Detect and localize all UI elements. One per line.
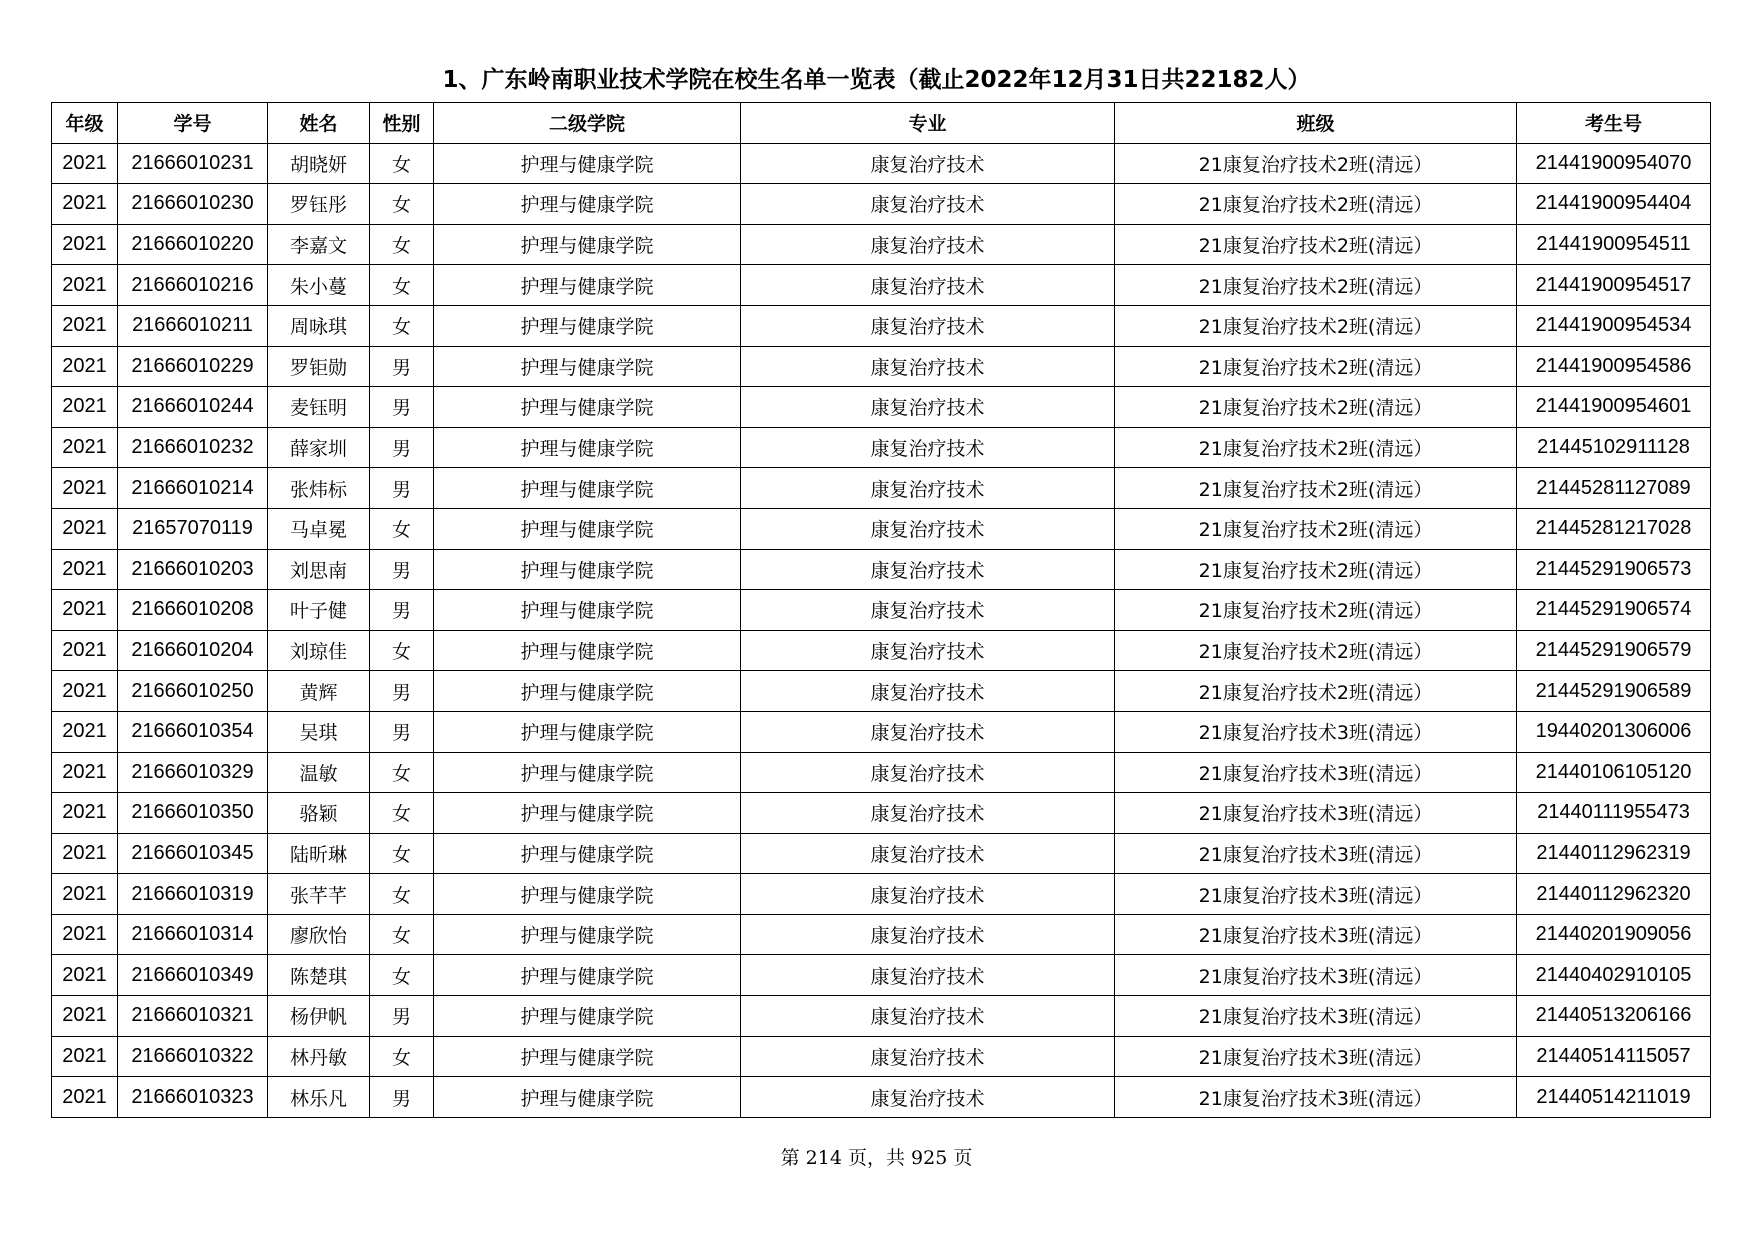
table-row [52, 549, 1711, 590]
cell-exam-number: 21441900954586 [1517, 346, 1711, 387]
cell-student-id: 21666010231 [118, 143, 268, 184]
cell-major: 康复治疗技术 [741, 427, 1115, 468]
cell-class: 21康复治疗技术2班(清远） [1115, 630, 1517, 671]
cell-name: 林丹敏 [268, 1036, 370, 1077]
cell-major: 康复治疗技术 [741, 549, 1115, 590]
cell-exam-number: 21440111955473 [1517, 793, 1711, 834]
cell-name: 林乐凡 [268, 1077, 370, 1118]
table-row [52, 955, 1711, 996]
cell-gender: 女 [370, 955, 434, 996]
cell-gender: 女 [370, 508, 434, 549]
cell-major: 康复治疗技术 [741, 1036, 1115, 1077]
cell-college: 护理与健康学院 [434, 1077, 741, 1118]
cell-class: 21康复治疗技术2班(清远） [1115, 549, 1517, 590]
cell-grade: 2021 [52, 427, 118, 468]
cell-grade: 2021 [52, 387, 118, 428]
cell-exam-number: 21441900954404 [1517, 184, 1711, 225]
cell-gender: 男 [370, 468, 434, 509]
cell-student-id: 21666010322 [118, 1036, 268, 1077]
cell-major: 康复治疗技术 [741, 184, 1115, 225]
cell-gender: 男 [370, 590, 434, 631]
table-row [52, 630, 1711, 671]
column-header-college: 二级学院 [434, 103, 741, 144]
column-header-class: 班级 [1115, 103, 1517, 144]
cell-major: 康复治疗技术 [741, 1077, 1115, 1118]
cell-grade: 2021 [52, 590, 118, 631]
cell-class: 21康复治疗技术3班(清远） [1115, 793, 1517, 834]
cell-major: 康复治疗技术 [741, 143, 1115, 184]
cell-major: 康复治疗技术 [741, 671, 1115, 712]
cell-gender: 女 [370, 184, 434, 225]
cell-college: 护理与健康学院 [434, 508, 741, 549]
cell-name: 叶子健 [268, 590, 370, 631]
cell-name: 马卓冕 [268, 508, 370, 549]
cell-major: 康复治疗技术 [741, 996, 1115, 1037]
cell-student-id: 21666010349 [118, 955, 268, 996]
cell-student-id: 21666010244 [118, 387, 268, 428]
cell-student-id: 21666010232 [118, 427, 268, 468]
cell-grade: 2021 [52, 996, 118, 1037]
cell-class: 21康复治疗技术2班(清远） [1115, 671, 1517, 712]
page-number: 第 214 页，共 925 页 [780, 1147, 973, 1169]
cell-gender: 女 [370, 143, 434, 184]
cell-name: 骆颖 [268, 793, 370, 834]
cell-exam-number: 21445102911128 [1517, 427, 1711, 468]
cell-name: 温敏 [268, 752, 370, 793]
cell-exam-number: 21441900954601 [1517, 387, 1711, 428]
cell-student-id: 21666010250 [118, 671, 268, 712]
cell-college: 护理与健康学院 [434, 752, 741, 793]
cell-gender: 女 [370, 874, 434, 915]
student-roster-table [51, 102, 1711, 1118]
cell-grade: 2021 [52, 671, 118, 712]
cell-gender: 男 [370, 549, 434, 590]
cell-exam-number: 21445291906589 [1517, 671, 1711, 712]
column-header-grade: 年级 [52, 103, 118, 144]
cell-student-id: 21666010220 [118, 224, 268, 265]
cell-class: 21康复治疗技术2班(清远） [1115, 387, 1517, 428]
cell-class: 21康复治疗技术3班(清远） [1115, 833, 1517, 874]
cell-college: 护理与健康学院 [434, 387, 741, 428]
table-row [52, 874, 1711, 915]
cell-class: 21康复治疗技术3班(清远） [1115, 711, 1517, 752]
cell-exam-number: 19440201306006 [1517, 711, 1711, 752]
cell-grade: 2021 [52, 265, 118, 306]
table-body [52, 143, 1711, 1117]
cell-gender: 女 [370, 630, 434, 671]
cell-gender: 男 [370, 387, 434, 428]
cell-exam-number: 21440112962319 [1517, 833, 1711, 874]
cell-student-id: 21666010203 [118, 549, 268, 590]
cell-college: 护理与健康学院 [434, 184, 741, 225]
cell-grade: 2021 [52, 1077, 118, 1118]
cell-name: 胡晓妍 [268, 143, 370, 184]
cell-class: 21康复治疗技术3班(清远） [1115, 996, 1517, 1037]
cell-student-id: 21666010314 [118, 914, 268, 955]
cell-name: 朱小蔓 [268, 265, 370, 306]
cell-gender: 女 [370, 265, 434, 306]
cell-major: 康复治疗技术 [741, 508, 1115, 549]
cell-college: 护理与健康学院 [434, 590, 741, 631]
table-row [52, 1036, 1711, 1077]
cell-college: 护理与健康学院 [434, 874, 741, 915]
cell-exam-number: 21440106105120 [1517, 752, 1711, 793]
cell-grade: 2021 [52, 793, 118, 834]
cell-student-id: 21666010211 [118, 305, 268, 346]
cell-class: 21康复治疗技术2班(清远） [1115, 346, 1517, 387]
cell-grade: 2021 [52, 752, 118, 793]
cell-class: 21康复治疗技术3班(清远） [1115, 752, 1517, 793]
cell-gender: 女 [370, 914, 434, 955]
cell-name: 李嘉文 [268, 224, 370, 265]
cell-grade: 2021 [52, 1036, 118, 1077]
table-row [52, 793, 1711, 834]
cell-college: 护理与健康学院 [434, 833, 741, 874]
cell-name: 刘思南 [268, 549, 370, 590]
column-header-student-id: 学号 [118, 103, 268, 144]
cell-major: 康复治疗技术 [741, 224, 1115, 265]
cell-exam-number: 21441900954070 [1517, 143, 1711, 184]
cell-student-id: 21666010229 [118, 346, 268, 387]
table-row [52, 468, 1711, 509]
cell-grade: 2021 [52, 346, 118, 387]
cell-grade: 2021 [52, 508, 118, 549]
cell-exam-number: 21441900954511 [1517, 224, 1711, 265]
cell-exam-number: 21445291906579 [1517, 630, 1711, 671]
cell-gender: 女 [370, 833, 434, 874]
cell-gender: 男 [370, 996, 434, 1037]
column-header-gender: 性别 [370, 103, 434, 144]
cell-class: 21康复治疗技术2班(清远） [1115, 590, 1517, 631]
cell-exam-number: 21440112962320 [1517, 874, 1711, 915]
table-row [52, 671, 1711, 712]
cell-class: 21康复治疗技术2班(清远） [1115, 224, 1517, 265]
cell-college: 护理与健康学院 [434, 468, 741, 509]
cell-name: 陆昕琳 [268, 833, 370, 874]
table-row [52, 711, 1711, 752]
cell-student-id: 21666010230 [118, 184, 268, 225]
cell-student-id: 21666010350 [118, 793, 268, 834]
table-header-row [52, 103, 1711, 144]
cell-grade: 2021 [52, 224, 118, 265]
cell-gender: 女 [370, 752, 434, 793]
cell-grade: 2021 [52, 630, 118, 671]
cell-college: 护理与健康学院 [434, 224, 741, 265]
cell-major: 康复治疗技术 [741, 468, 1115, 509]
cell-college: 护理与健康学院 [434, 346, 741, 387]
cell-major: 康复治疗技术 [741, 265, 1115, 306]
cell-name: 麦钰明 [268, 387, 370, 428]
cell-exam-number: 21445281217028 [1517, 508, 1711, 549]
table-row [52, 590, 1711, 631]
cell-college: 护理与健康学院 [434, 1036, 741, 1077]
cell-exam-number: 21440513206166 [1517, 996, 1711, 1037]
cell-gender: 女 [370, 305, 434, 346]
table-row [52, 833, 1711, 874]
cell-major: 康复治疗技术 [741, 711, 1115, 752]
cell-major: 康复治疗技术 [741, 752, 1115, 793]
cell-student-id: 21666010204 [118, 630, 268, 671]
table-row [52, 143, 1711, 184]
cell-exam-number: 21440514115057 [1517, 1036, 1711, 1077]
cell-exam-number: 21445281127089 [1517, 468, 1711, 509]
cell-major: 康复治疗技术 [741, 833, 1115, 874]
cell-major: 康复治疗技术 [741, 590, 1115, 631]
cell-exam-number: 21445291906573 [1517, 549, 1711, 590]
cell-name: 刘琼佳 [268, 630, 370, 671]
cell-gender: 男 [370, 711, 434, 752]
cell-college: 护理与健康学院 [434, 265, 741, 306]
page-title: 1、广东岭南职业技术学院在校生名单一览表（截止2022年12月31日共22182人） [442, 67, 1311, 93]
cell-grade: 2021 [52, 874, 118, 915]
cell-gender: 男 [370, 1077, 434, 1118]
table-row [52, 265, 1711, 306]
table-row [52, 387, 1711, 428]
cell-name: 张芊芊 [268, 874, 370, 915]
cell-student-id: 21666010329 [118, 752, 268, 793]
table-row [52, 752, 1711, 793]
cell-exam-number: 21441900954517 [1517, 265, 1711, 306]
table-row [52, 427, 1711, 468]
cell-exam-number: 21441900954534 [1517, 305, 1711, 346]
table-row [52, 1077, 1711, 1118]
cell-gender: 女 [370, 1036, 434, 1077]
cell-student-id: 21666010321 [118, 996, 268, 1037]
cell-college: 护理与健康学院 [434, 955, 741, 996]
cell-class: 21康复治疗技术2班(清远） [1115, 184, 1517, 225]
cell-major: 康复治疗技术 [741, 346, 1115, 387]
cell-name: 薛家圳 [268, 427, 370, 468]
cell-major: 康复治疗技术 [741, 793, 1115, 834]
cell-gender: 女 [370, 224, 434, 265]
cell-college: 护理与健康学院 [434, 671, 741, 712]
column-header-exam-number: 考生号 [1517, 103, 1711, 144]
cell-student-id: 21666010345 [118, 833, 268, 874]
cell-name: 周咏琪 [268, 305, 370, 346]
cell-class: 21康复治疗技术3班(清远） [1115, 955, 1517, 996]
cell-exam-number: 21445291906574 [1517, 590, 1711, 631]
cell-name: 罗钰彤 [268, 184, 370, 225]
cell-grade: 2021 [52, 833, 118, 874]
cell-college: 护理与健康学院 [434, 143, 741, 184]
column-header-major: 专业 [741, 103, 1115, 144]
cell-student-id: 21666010319 [118, 874, 268, 915]
table-row [52, 184, 1711, 225]
cell-grade: 2021 [52, 468, 118, 509]
cell-college: 护理与健康学院 [434, 914, 741, 955]
cell-gender: 男 [370, 427, 434, 468]
cell-name: 张炜标 [268, 468, 370, 509]
cell-class: 21康复治疗技术3班(清远） [1115, 1036, 1517, 1077]
cell-gender: 男 [370, 346, 434, 387]
cell-major: 康复治疗技术 [741, 914, 1115, 955]
cell-class: 21康复治疗技术3班(清远） [1115, 874, 1517, 915]
cell-name: 陈楚琪 [268, 955, 370, 996]
table-row [52, 914, 1711, 955]
cell-grade: 2021 [52, 549, 118, 590]
cell-grade: 2021 [52, 184, 118, 225]
cell-gender: 女 [370, 793, 434, 834]
cell-exam-number: 21440201909056 [1517, 914, 1711, 955]
cell-grade: 2021 [52, 143, 118, 184]
cell-college: 护理与健康学院 [434, 630, 741, 671]
cell-major: 康复治疗技术 [741, 874, 1115, 915]
cell-class: 21康复治疗技术3班(清远） [1115, 914, 1517, 955]
table-row [52, 508, 1711, 549]
cell-exam-number: 21440402910105 [1517, 955, 1711, 996]
column-header-name: 姓名 [268, 103, 370, 144]
cell-major: 康复治疗技术 [741, 387, 1115, 428]
cell-name: 吴琪 [268, 711, 370, 752]
cell-student-id: 21657070119 [118, 508, 268, 549]
cell-grade: 2021 [52, 914, 118, 955]
table-row [52, 224, 1711, 265]
cell-class: 21康复治疗技术2班(清远） [1115, 265, 1517, 306]
table-row [52, 305, 1711, 346]
cell-class: 21康复治疗技术2班(清远） [1115, 427, 1517, 468]
cell-grade: 2021 [52, 955, 118, 996]
cell-major: 康复治疗技术 [741, 955, 1115, 996]
cell-college: 护理与健康学院 [434, 305, 741, 346]
cell-grade: 2021 [52, 305, 118, 346]
cell-college: 护理与健康学院 [434, 549, 741, 590]
cell-student-id: 21666010323 [118, 1077, 268, 1118]
cell-college: 护理与健康学院 [434, 793, 741, 834]
table-row [52, 996, 1711, 1037]
cell-gender: 男 [370, 671, 434, 712]
cell-college: 护理与健康学院 [434, 711, 741, 752]
cell-class: 21康复治疗技术3班(清远） [1115, 1077, 1517, 1118]
cell-student-id: 21666010214 [118, 468, 268, 509]
cell-name: 黄辉 [268, 671, 370, 712]
cell-class: 21康复治疗技术2班(清远） [1115, 143, 1517, 184]
cell-name: 杨伊帆 [268, 996, 370, 1037]
cell-class: 21康复治疗技术2班(清远） [1115, 508, 1517, 549]
cell-class: 21康复治疗技术2班(清远） [1115, 305, 1517, 346]
cell-major: 康复治疗技术 [741, 630, 1115, 671]
table-row [52, 346, 1711, 387]
cell-name: 罗钜勋 [268, 346, 370, 387]
cell-grade: 2021 [52, 711, 118, 752]
cell-student-id: 21666010216 [118, 265, 268, 306]
cell-student-id: 21666010208 [118, 590, 268, 631]
cell-name: 廖欣怡 [268, 914, 370, 955]
cell-major: 康复治疗技术 [741, 305, 1115, 346]
cell-exam-number: 21440514211019 [1517, 1077, 1711, 1118]
cell-class: 21康复治疗技术2班(清远） [1115, 468, 1517, 509]
cell-college: 护理与健康学院 [434, 427, 741, 468]
cell-college: 护理与健康学院 [434, 996, 741, 1037]
cell-student-id: 21666010354 [118, 711, 268, 752]
